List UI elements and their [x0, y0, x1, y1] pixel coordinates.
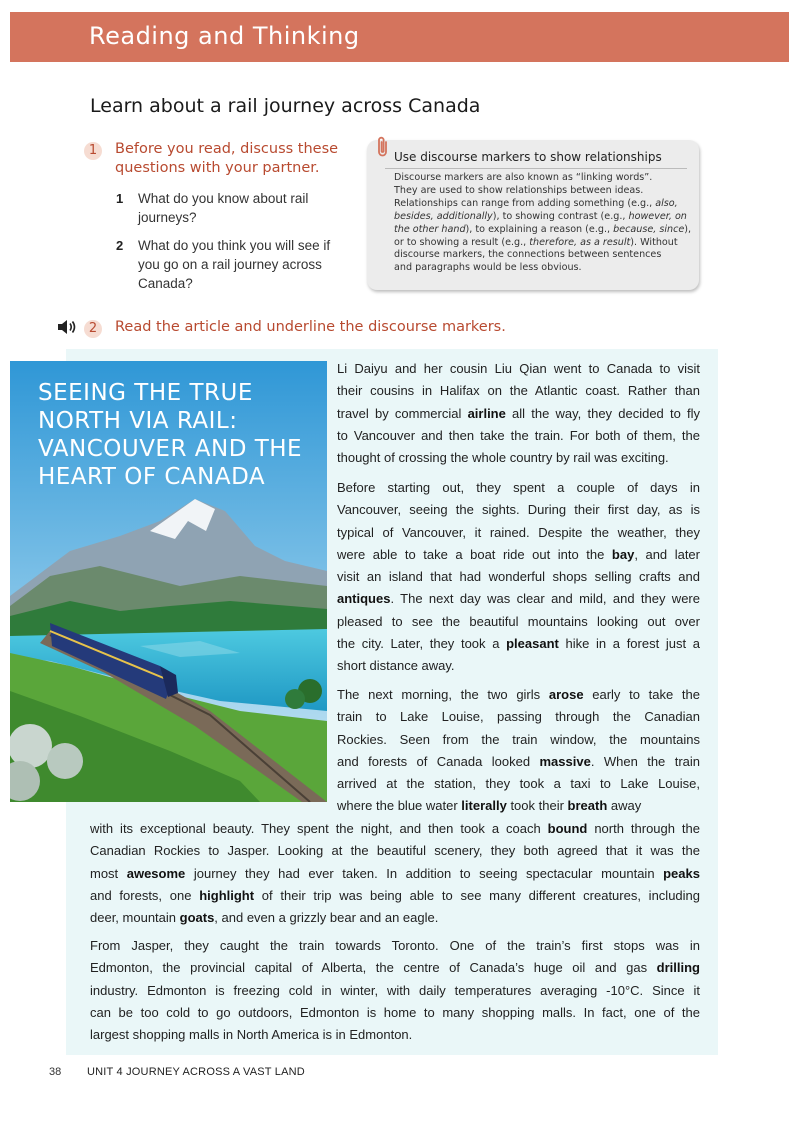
article-line: train to Lake Louise, passing through the Canadian	[337, 709, 700, 725]
article-line: most awesome journey they had ever taken. In addition to seeing spectacular mountain peaks	[90, 865, 700, 881]
article-line: were able to take a boat ride out into the bay, and later	[337, 546, 700, 562]
page-header-title: Reading and Thinking	[89, 22, 360, 50]
tip-box	[367, 140, 699, 290]
article-paragraph-2	[337, 477, 700, 678]
page-number: 38	[49, 1066, 62, 1078]
article-paragraph-4	[90, 935, 700, 1046]
article-photo	[10, 361, 327, 802]
article-line: Vancouver, seeing the sights. During their first day, as is	[337, 502, 700, 518]
tip-line: the other hand), to explaining a reason (e.g., because, since),	[394, 223, 692, 235]
vocabulary-word: breath	[567, 798, 608, 814]
article-line: Rockies. Seen from the train window, the mountains	[337, 731, 700, 747]
vocabulary-word: drilling	[656, 960, 700, 976]
vocabulary-word: pleasant	[506, 636, 559, 652]
article-line: Before starting out, they spent a couple of days in	[337, 480, 700, 495]
headline-line: SEEING THE TRUE	[38, 380, 253, 406]
paperclip-icon	[375, 135, 391, 164]
article-line: antiques. The next day was clear and mild, and they were	[337, 591, 700, 607]
headline-line: VANCOUVER AND THE	[38, 436, 303, 462]
vocabulary-word: airline	[467, 405, 506, 421]
headline-line: HEART OF CANADA	[38, 464, 266, 490]
vocabulary-word: literally	[461, 798, 507, 814]
article-line: travel by commercial airline all the way, they decided to fly	[337, 405, 701, 421]
task1-instruction-line2: questions with your partner.	[115, 160, 320, 176]
question-2-number: 2	[116, 238, 124, 253]
tip-line: They are used to show relationships between ideas.	[394, 184, 644, 196]
vocabulary-word: massive	[539, 753, 591, 769]
article-line: and forests, one highlight of their trip was being able to see many different creatures, including	[90, 887, 700, 903]
tip-line: and paragraphs would be less obvious.	[394, 262, 582, 274]
vocabulary-word: peaks	[663, 865, 700, 881]
article-line: typical of Vancouver, it rained. Despite the weather, they	[337, 524, 700, 540]
vocabulary-word: antiques	[337, 591, 391, 607]
task2-number: 2	[84, 320, 102, 338]
article-paragraph-3b	[90, 818, 700, 929]
article-line: The next morning, the two girls arose early to take the	[337, 687, 700, 702]
question-1-line-2: journeys?	[138, 210, 197, 225]
question-2-line-2: you go on a rail journey across	[138, 257, 322, 272]
article-line: Li Daiyu and her cousin Liu Qian went to Canada to visit	[337, 361, 700, 376]
header-bar	[10, 12, 789, 62]
article-paragraph-1	[337, 358, 700, 469]
article-line: arrived at the station, they took a taxi to Lake Louise,	[337, 776, 700, 792]
tip-line: Relationships can range from adding something (e.g., also,	[394, 197, 678, 209]
tip-title: Use discourse markers to show relationships	[394, 150, 662, 164]
question-2-line-3: Canada?	[138, 276, 193, 291]
vocabulary-word: bay	[611, 546, 635, 562]
article-line: Edmonton, the provincial capital of Alberta, the centre of Canada’s huge oil and gas drilling	[90, 960, 700, 976]
question-2-line-1: What do you think you will see if	[138, 238, 331, 253]
article-line: with its exceptional beauty. They spent the night, and then took a coach bound north through the	[90, 821, 700, 836]
article-paragraph-3a	[337, 684, 700, 818]
task1-instruction-line1: Before you read, discuss these	[115, 141, 339, 157]
article-line: the city. Later, they took a pleasant hike in a forest just a	[337, 636, 700, 652]
tip-divider	[385, 168, 687, 169]
article-headline	[38, 379, 327, 491]
tip-line: besides, additionally), to showing contrast (e.g., however, on	[394, 210, 687, 222]
question-1-number: 1	[116, 191, 124, 206]
article-line: thought of crossing the whole country by rail was exciting.	[337, 450, 669, 466]
article-line: deer, mountain goats, and even a grizzly bear and an eagle.	[90, 910, 439, 926]
vocabulary-word: bound	[547, 821, 588, 836]
article-line: to Vancouver and then take the train. For both of them, the	[337, 427, 700, 443]
question-1-line-1: What do you know about rail	[138, 191, 309, 206]
article-line: short distance away.	[337, 658, 455, 674]
speaker-icon[interactable]	[56, 318, 78, 341]
vocabulary-word: goats	[179, 910, 215, 926]
article-line: can be too cold to go outdoors, Edmonton is home to many shopping malls. In fact, one of the	[90, 1004, 700, 1020]
vocabulary-word: awesome	[126, 865, 186, 881]
tip-line: Discourse markers are also known as “linking words”.	[394, 172, 653, 183]
article-line: pleased to see the beautiful mountains looking out over	[337, 613, 700, 629]
tip-line: discourse markers, the connections between sentences	[394, 249, 662, 261]
article-line: From Jasper, they caught the train towards Toronto. One of the train’s first stops was in	[90, 938, 700, 953]
article-line: and forests of Canada looked massive. When the train	[337, 753, 700, 769]
article-line: visit an island that had wonderful shops selling crafts and	[337, 569, 700, 585]
article-line: their cousins in Halifax on the Atlantic coast. Rather than	[337, 383, 700, 399]
tip-line: or to showing a result (e.g., therefore, as a result). Without	[394, 236, 678, 248]
section-title: Learn about a rail journey across Canada	[90, 95, 481, 117]
tip-body	[394, 172, 694, 275]
vocabulary-word: arose	[548, 687, 584, 702]
task2-instruction: Read the article and underline the discourse markers.	[115, 319, 506, 335]
unit-title: UNIT 4 JOURNEY ACROSS A VAST LAND	[87, 1066, 305, 1078]
headline-line: NORTH VIA RAIL:	[38, 408, 238, 434]
task1-number: 1	[84, 142, 102, 160]
article-line: largest shopping malls in North America is in Edmonton.	[90, 1027, 413, 1043]
article-line: Canadian Rockies to Jasper. Looking at the beautiful scenery, they both agreed that it was the	[90, 843, 700, 859]
vocabulary-word: highlight	[199, 887, 255, 903]
article-line: industry. Edmonton is freezing cold in winter, with daily temperatures averaging -10°C. Since it	[90, 982, 700, 998]
article-line: where the blue water literally took their breath away	[337, 798, 642, 814]
